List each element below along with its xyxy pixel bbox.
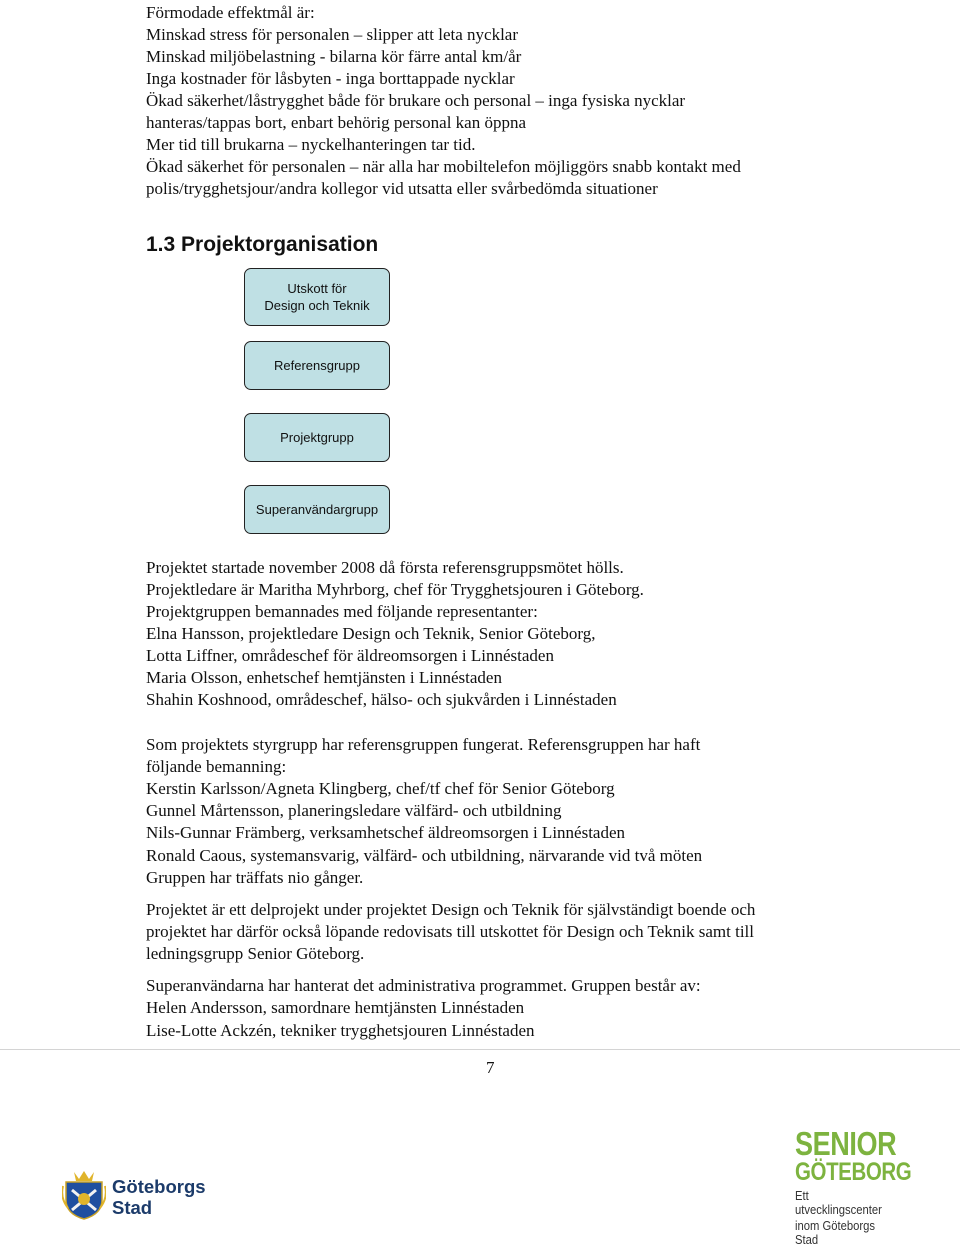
body-line: Projektet är ett delprojekt under projektet Design och Teknik för självständigt boende och [146,900,756,919]
logo-text: Göteborgs [112,1176,206,1197]
body-line: Lotta Liffner, områdeschef för äldreomsorgen i Linnéstaden [146,646,554,665]
body-line: Som projektets styrgrupp har referensgruppen fungerat. Referensgruppen har haft [146,735,701,754]
body-line: Projektgruppen bemannades med följande representanter: [146,602,538,621]
intro-line: Minskad miljöbelastning - bilarna kör färre antal km/år [146,47,522,66]
org-box-superuser-group [244,485,390,534]
senior-goteborg-logo [795,1125,912,1247]
body-line: Elna Hansson, projektledare Design och Teknik, Senior Göteborg, [146,624,596,643]
goteborgs-stad-logo [62,1168,106,1225]
org-box-label: Design och Teknik [264,298,370,313]
section-heading: 1.3 Projektorganisation [146,233,379,256]
intro-line: Minskad stress för personalen – slipper att leta nycklar [146,25,519,44]
org-box-committee [244,268,390,326]
city-crest-icon [62,1168,106,1220]
body-line: Projektledare är Maritha Myhrborg, chef för Trygghetsjouren i Göteborg. [146,580,644,599]
org-box-label: Superanvändargrupp [255,502,379,517]
intro-line: Ökad säkerhet/låstrygghet både för brukare och personal – inga fysiska nycklar [146,91,686,110]
logo-subtitle: Ett utvecklingscenter [795,1189,882,1217]
goteborgs-stad-wordmark [112,1176,206,1218]
body-line: Shahin Koshnood, områdeschef, hälso- och sjukvården i Linnéstaden [146,690,617,709]
org-box-reference-group [244,341,390,390]
intro-line: Ökad säkerhet för personalen – när alla har mobiltelefon möjliggörs snabb kontakt med [146,157,741,176]
body-line: ledningsgrupp Senior Göteborg. [146,944,365,963]
page-number: 7 [486,1058,495,1077]
body-line: Superanvändarna har hanterat det administrativa programmet. Gruppen består av: [146,976,701,995]
logo-text: SENIOR [795,1125,897,1162]
logo-text: Stad [112,1197,153,1218]
body-line: följande bemanning: [146,757,287,776]
org-box-label: Utskott för [287,281,347,296]
body-line: Maria Olsson, enhetschef hemtjänsten i Linnéstaden [146,668,502,687]
logo-subtitle: inom Göteborgs Stad [795,1219,876,1247]
org-box-project-group [244,413,390,462]
body-line: Kerstin Karlsson/Agneta Klingberg, chef/tf chef för Senior Göteborg [146,779,615,798]
intro-line: Förmodade effektmål är: [146,3,315,22]
intro-line: Mer tid till brukarna – nyckelhanteringen tar tid. [146,135,476,154]
intro-line: polis/trygghetsjour/andra kollegor vid utsatta eller svårbedömda situationer [146,179,658,198]
body-line: Lise-Lotte Ackzén, tekniker trygghetsjouren Linnéstaden [146,1021,535,1040]
body-line: Nils-Gunnar Främberg, verksamhetschef äldreomsorgen i Linnéstaden [146,823,626,842]
org-box-label: Referensgrupp [274,358,360,373]
body-line: Projektet startade november 2008 då första referensgruppsmötet hölls. [146,558,624,577]
intro-line: hanteras/tappas bort, enbart behörig personal kan öppna [146,113,527,132]
body-line: Gunnel Mårtensson, planeringsledare välfärd- och utbildning [146,801,562,820]
body-line: projektet har därför också löpande redovisats till utskottet för Design och Teknik samt till [146,922,754,941]
body-line: Gruppen har träffats nio gånger. [146,868,364,887]
logo-text: GÖTEBORG [795,1158,912,1186]
body-line: Ronald Caous, systemansvarig, välfärd- och utbildning, närvarande vid två möten [146,846,703,865]
body-line: Helen Andersson, samordnare hemtjänsten Linnéstaden [146,998,525,1017]
intro-line: Inga kostnader för låsbyten - inga borttappade nycklar [146,69,515,88]
org-box-label: Projektgrupp [280,430,354,445]
footer-divider [0,1049,960,1050]
